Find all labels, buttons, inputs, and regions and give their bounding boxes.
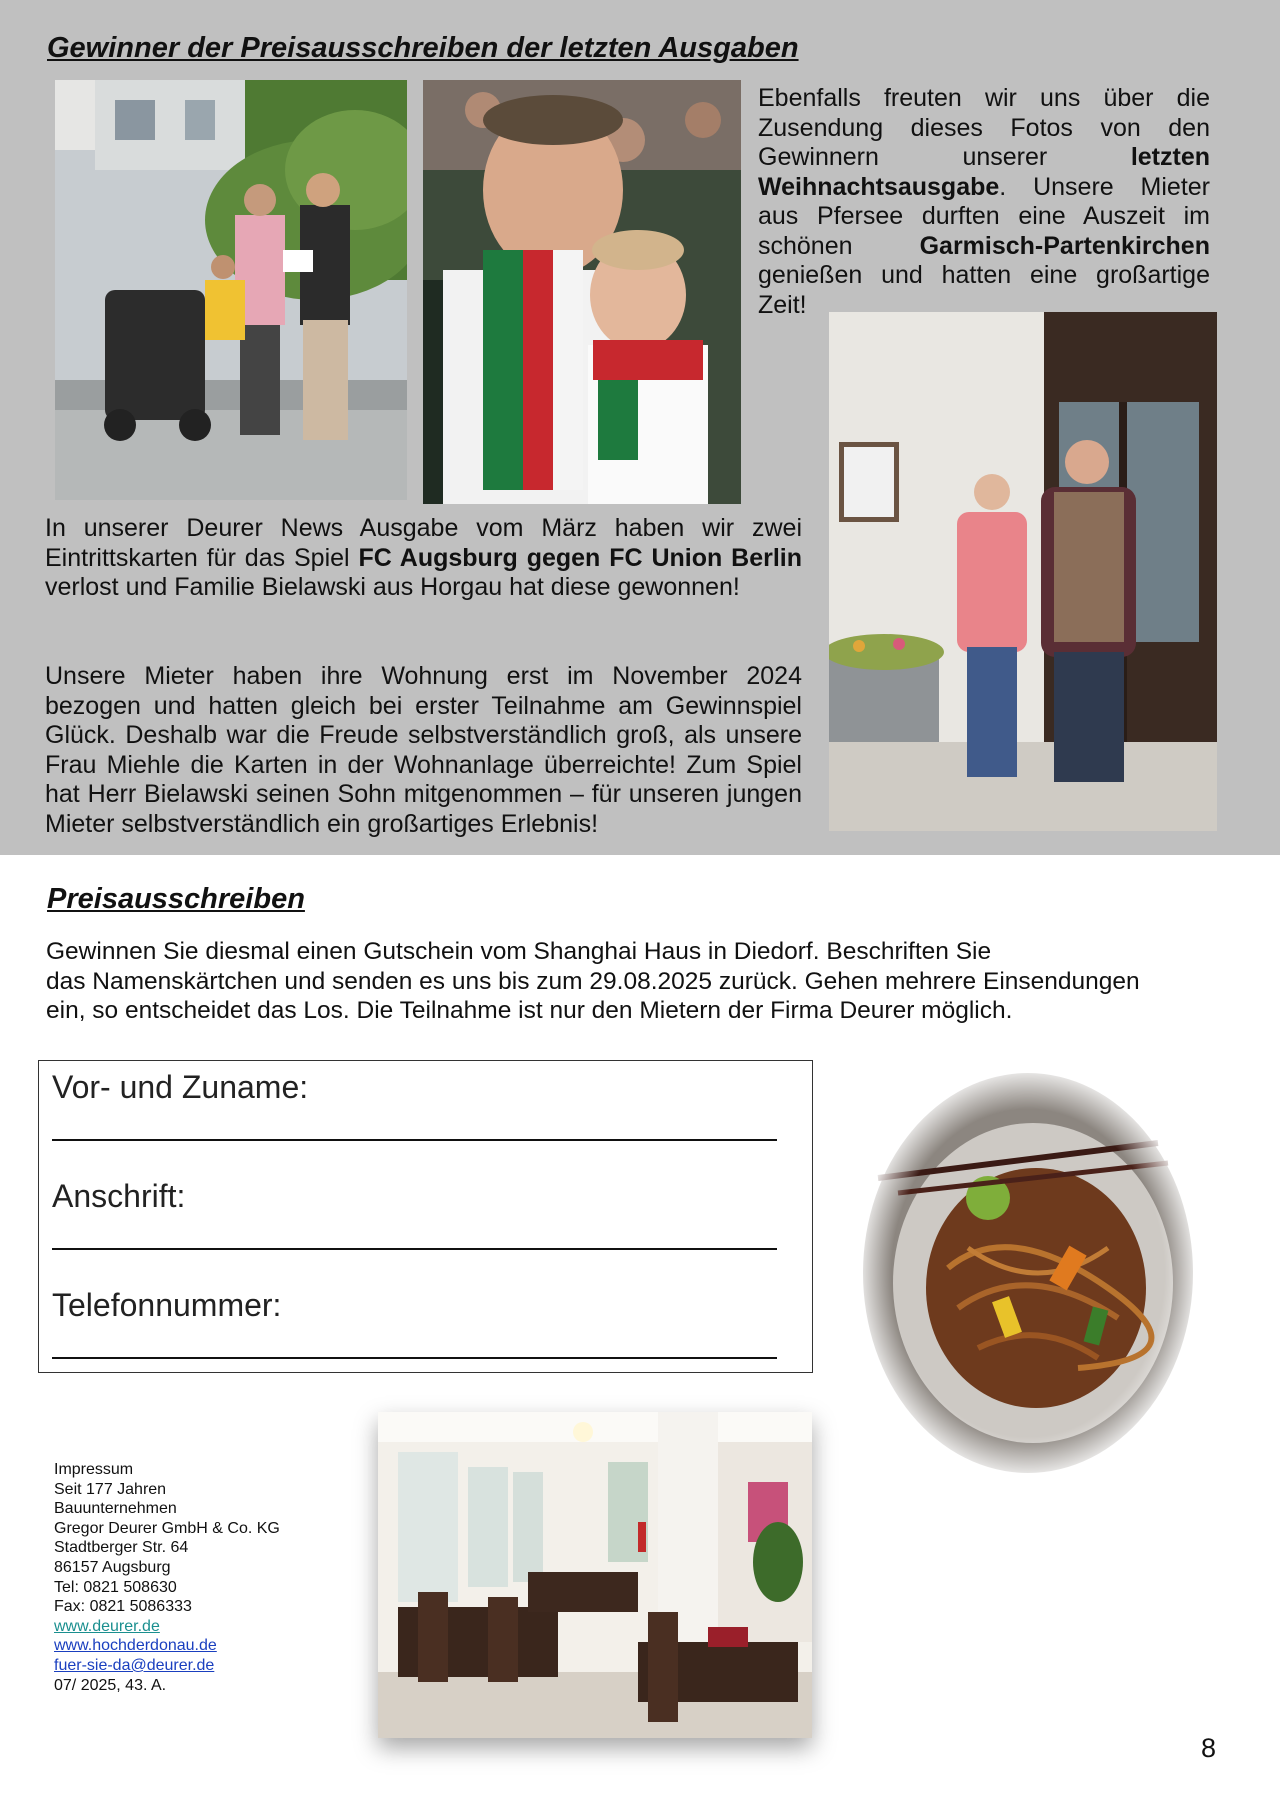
name-field-label: Vor- und Zuname: xyxy=(52,1069,309,1105)
phone-field-line[interactable] xyxy=(52,1357,777,1359)
phone-field-label: Telefonnummer: xyxy=(52,1287,282,1323)
contest-intro-line: Gewinnen Sie diesmal einen Gutschein vom Shanghai Haus in Diedorf. Beschriften Sie xyxy=(46,938,992,965)
website-link-hochderdonau[interactable]: www.hochderdonau.de xyxy=(54,1637,217,1655)
photo-family-winners xyxy=(55,80,407,500)
imprint-line: Gregor Deurer GmbH & Co. KG xyxy=(54,1519,280,1537)
gift-winners-text: Ebenfalls freuten wir uns über die Zusendung dieses Fotos von den Gewinnern unserer letzten Weihnachtsausgabe. Unsere Mieter aus Pfersee durften eine Auszeit im schönen Garmisch-Partenkirchen genießen und hatten eine großartige Zeit! xyxy=(758,84,1210,319)
imprint-line: Bauunternehmen xyxy=(54,1500,177,1518)
imprint-line: Seit 177 Jahren xyxy=(54,1480,167,1498)
imprint-line: Fax: 0821 5086333 xyxy=(54,1598,192,1616)
website-link[interactable]: www.deurer.de xyxy=(54,1617,160,1635)
entry-card xyxy=(38,1060,813,1373)
name-field-line[interactable] xyxy=(52,1139,777,1141)
photo-restaurant-interior xyxy=(378,1412,812,1738)
email-link[interactable]: fuer-sie-da@deurer.de xyxy=(54,1656,215,1674)
contest-intro-line: das Namenskärtchen und senden es uns bis zum 29.08.2025 zurück. Gehen mehrere Einsendungen xyxy=(46,967,1140,995)
imprint-line: 86157 Augsburg xyxy=(54,1558,171,1576)
imprint xyxy=(54,1460,280,1695)
edition-label: 07/ 2025, 43. A. xyxy=(54,1676,167,1694)
photo-couple-garmisch xyxy=(829,312,1217,831)
address-field-label: Anschrift: xyxy=(52,1178,186,1214)
page-number: 8 xyxy=(1201,1733,1217,1763)
photo-stadium-winners xyxy=(423,80,741,504)
contest-intro xyxy=(46,937,1246,1026)
winners-heading: Gewinner der Preisausschreiben der letzten Ausgaben xyxy=(47,32,799,64)
imprint-line: Stadtberger Str. 64 xyxy=(54,1539,189,1557)
stadium-winners-text: In unserer Deurer News Ausgabe vom März haben wir zwei Eintrittskarten für das Spiel FC Augsburg gegen FC Union Berlin verlost und Familie Bielawski aus Horgau hat diese gewonnen! xyxy=(45,514,802,601)
contest-heading: Preisausschreiben xyxy=(47,883,305,915)
address-field-line[interactable] xyxy=(52,1248,777,1250)
imprint-line: Tel: 0821 508630 xyxy=(54,1578,177,1596)
imprint-line: Impressum xyxy=(54,1461,134,1478)
photo-noodles xyxy=(858,1068,1198,1478)
stadium-winners-story: Unsere Mieter haben ihre Wohnung erst im November 2024 bezogen und hatten gleich bei erster Teilnahme am Gewinnspiel Glück. Deshalb war die Freude selbstverständlich groß, als unsere Frau Miehle die Karten in der Wohnanlage überreichte! Zum Spiel hat Herr Bielawski seinen Sohn mitgenommen – für unseren jungen Mieter selbstverständlich ein großartiges Erlebnis! xyxy=(45,662,802,838)
contest-intro-line: ein, so entscheidet das Los. Die Teilnahme ist nur den Mietern der Firma Deurer möglich. xyxy=(46,997,1013,1024)
